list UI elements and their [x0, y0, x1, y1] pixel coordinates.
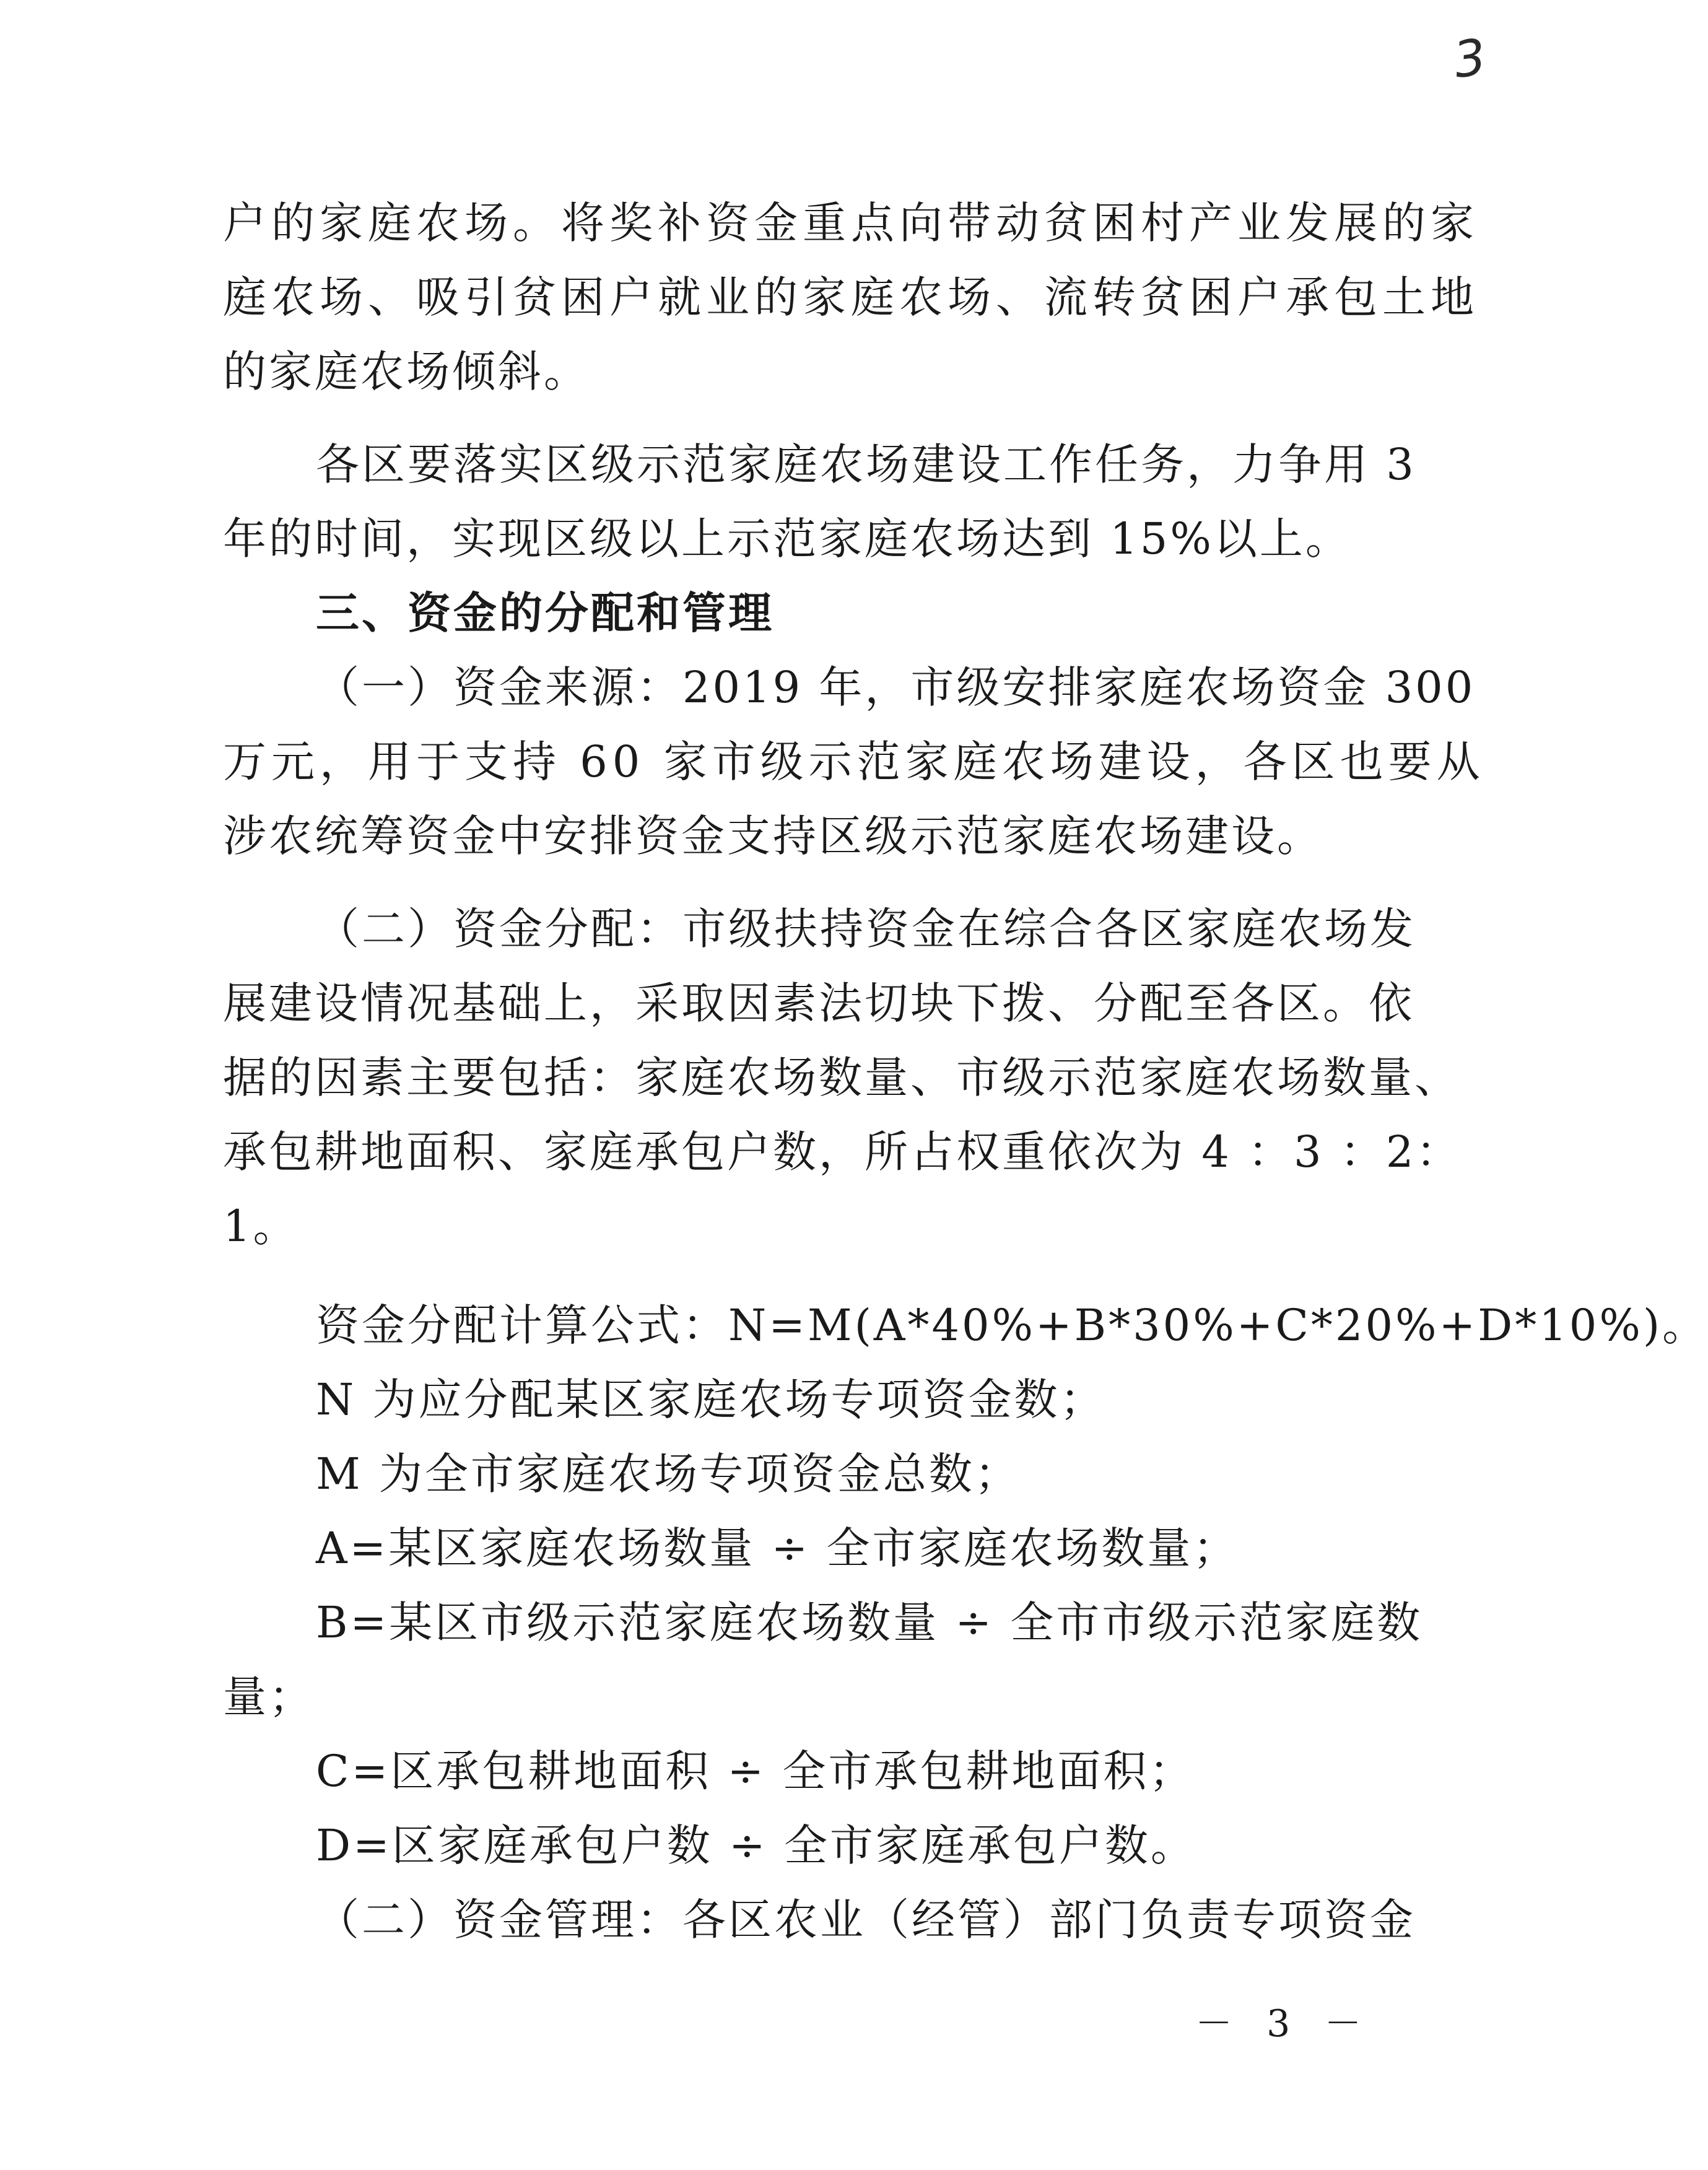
text-line: 涉农统筹资金中安排资金支持区级示范家庭农场建设。 [223, 811, 1323, 861]
formula-line: 资金分配计算公式：N=M(A*40%+B*30%+C*20%+D*10%)。 [316, 1300, 1708, 1351]
text-line: 承包耕地面积、家庭承包户数，所占权重依次为 4 ：3 ：2： [223, 1126, 1462, 1177]
formula-line: A=某区家庭农场数量 ÷ 全市家庭农场数量； [316, 1523, 1239, 1574]
formula-line: M 为全市家庭农场专项资金总数； [316, 1449, 1021, 1499]
formula-line: D=区家庭承包户数 ÷ 全市家庭承包户数。 [316, 1820, 1196, 1871]
text-line: （二）资金分配：市级扶持资金在综合各区家庭农场发 [316, 904, 1416, 954]
formula-line: C=区承包耕地面积 ÷ 全市承包耕地面积； [316, 1746, 1195, 1797]
text-line: 各区要落实区级示范家庭农场建设工作任务，力争用 3 [316, 439, 1416, 490]
handwritten-page-number: 3 [1450, 27, 1490, 90]
text-line: 的家庭农场倾斜。 [223, 346, 590, 397]
text-line: 户的家庭农场。将奖补资金重点向带动贫困村产业发展的家 [223, 198, 1479, 248]
formula-line: 量； [223, 1671, 315, 1722]
text-line: 年的时间，实现区级以上示范家庭农场达到 15%以上。 [223, 513, 1351, 564]
text-line: 庭农场、吸引贫困户就业的家庭农场、流转贫困户承包土地 [223, 272, 1479, 323]
footer-page-number: － 3 － [1195, 2002, 1373, 2046]
text-line: （一）资金来源：2019 年，市级安排家庭农场资金 300 [316, 662, 1476, 713]
section-heading: 三、资金的分配和管理 [316, 588, 774, 638]
formula-line: B=某区市级示范家庭农场数量 ÷ 全市市级示范家庭数 [316, 1597, 1423, 1648]
text-line: 展建设情况基础上，采取因素法切块下拨、分配至各区。依 [223, 978, 1414, 1029]
text-line: （二）资金管理：各区农业（经管）部门负责专项资金 [316, 1894, 1416, 1945]
formula-line: N 为应分配某区家庭农场专项资金数； [316, 1374, 1106, 1425]
text-line: 1。 [223, 1201, 299, 1252]
text-line: 万元，用于支持 60 家市级示范家庭农场建设，各区也要从 [223, 736, 1485, 787]
text-line: 据的因素主要包括：家庭农场数量、市级示范家庭农场数量、 [223, 1052, 1460, 1103]
